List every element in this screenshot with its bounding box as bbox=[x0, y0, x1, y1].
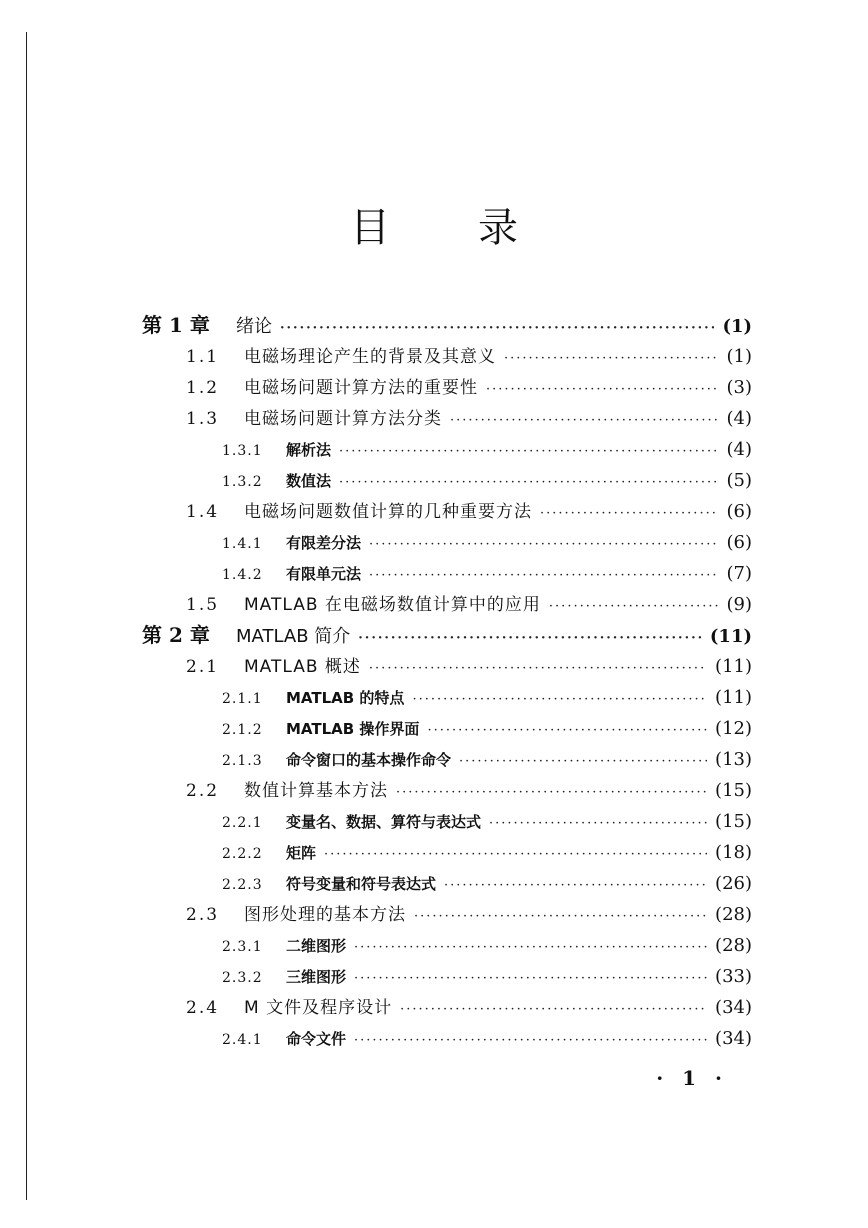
toc-entry-number: 1.4.2 bbox=[222, 567, 263, 583]
toc-entry-title: 绪论 bbox=[236, 316, 272, 337]
toc-entry-title: 命令文件 bbox=[286, 1030, 347, 1048]
toc-leader-dots bbox=[412, 684, 707, 715]
toc-entry-page: (34) bbox=[715, 1028, 752, 1049]
toc-entry bbox=[222, 527, 752, 558]
toc-entry bbox=[222, 558, 752, 589]
toc-leader-dots bbox=[354, 963, 707, 994]
toc-entry bbox=[222, 713, 752, 744]
toc-entry-number: 1.4 bbox=[186, 502, 220, 522]
toc-entry-number: 第 2 章 bbox=[142, 623, 210, 647]
toc-entry-number: 2.3.2 bbox=[222, 970, 263, 986]
toc-entry-number: 1.1 bbox=[186, 347, 220, 367]
toc-leader-dots bbox=[354, 1025, 707, 1056]
toc-entry-number: 2.2.1 bbox=[222, 815, 263, 831]
toc-entry bbox=[222, 930, 752, 961]
toc-entry-title: 电磁场问题计算方法的重要性 bbox=[244, 378, 478, 398]
toc-entry bbox=[186, 992, 752, 1023]
toc-entry-page: (15) bbox=[715, 811, 752, 832]
toc-entry-title: MATLAB 概述 bbox=[244, 657, 361, 677]
toc-entry bbox=[222, 1023, 752, 1054]
toc-entry-page: (15) bbox=[715, 780, 752, 801]
toc-entry-page: (26) bbox=[715, 873, 752, 894]
toc-entry-number: 2.2 bbox=[186, 781, 220, 801]
toc-entry-number: 2.1 bbox=[186, 657, 220, 677]
toc-entry-page: (7) bbox=[726, 563, 752, 584]
toc-leader-dots bbox=[280, 313, 714, 344]
toc-entry bbox=[222, 434, 752, 465]
toc-entry-page: (6) bbox=[726, 501, 752, 522]
toc-entry-page: (28) bbox=[715, 935, 752, 956]
toc-entry-page: (6) bbox=[726, 532, 752, 553]
toc-entry-title: 变量名、数据、算符与表达式 bbox=[286, 813, 482, 831]
toc-leader-dots bbox=[369, 560, 718, 591]
toc-leader-dots bbox=[369, 653, 707, 684]
toc-entry-page: (3) bbox=[726, 377, 752, 398]
toc-entry-title: 电磁场问题数值计算的几种重要方法 bbox=[244, 502, 532, 522]
toc-entry-page: (33) bbox=[715, 966, 752, 987]
toc-leader-dots bbox=[540, 498, 719, 529]
toc-entry bbox=[222, 837, 752, 868]
toc-entry-number: 2.4 bbox=[186, 998, 220, 1018]
toc-entry-page: (5) bbox=[726, 470, 752, 491]
toc-entry-number: 1.3.2 bbox=[222, 474, 263, 490]
toc-entry-number: 1.3 bbox=[186, 409, 220, 429]
toc-entry-number: 2.4.1 bbox=[222, 1032, 263, 1048]
toc-entry-title: 数值计算基本方法 bbox=[244, 781, 388, 801]
toc-entry-page: (1) bbox=[722, 316, 752, 337]
toc-entry-page: (28) bbox=[715, 904, 752, 925]
toc-entry-number: 2.2.3 bbox=[222, 877, 263, 893]
page-number: · 1 · bbox=[656, 1066, 728, 1090]
toc-entry-page: (4) bbox=[726, 439, 752, 460]
toc-leader-dots bbox=[427, 715, 707, 746]
toc-entry bbox=[186, 403, 752, 434]
toc-entry bbox=[222, 682, 752, 713]
toc-leader-dots bbox=[369, 529, 718, 560]
toc-entry-number: 2.1.3 bbox=[222, 753, 263, 769]
toc-leader-dots bbox=[444, 870, 707, 901]
toc-entry-title: MATLAB 的特点 bbox=[286, 689, 405, 707]
toc-entry-title: MATLAB 操作界面 bbox=[286, 720, 420, 738]
toc-entry-title: 命令窗口的基本操作命令 bbox=[286, 751, 452, 769]
toc-entry-title: M 文件及程序设计 bbox=[244, 998, 393, 1018]
page-title: 目录 bbox=[350, 205, 606, 251]
toc-entry-number: 2.2.2 bbox=[222, 846, 263, 862]
toc-entry bbox=[186, 341, 752, 372]
toc-leader-dots bbox=[504, 343, 719, 374]
toc-leader-dots bbox=[354, 932, 707, 963]
toc-leader-dots bbox=[549, 591, 719, 622]
toc-entry-page: (11) bbox=[709, 626, 752, 647]
toc-entry-title: MATLAB 在电磁场数值计算中的应用 bbox=[244, 595, 541, 615]
toc-entry bbox=[222, 868, 752, 899]
toc-entry-page: (1) bbox=[726, 346, 752, 367]
toc-entry bbox=[142, 310, 752, 341]
toc-entry bbox=[186, 496, 752, 527]
toc-leader-dots bbox=[400, 994, 707, 1025]
toc-entry-title: 二维图形 bbox=[286, 937, 347, 955]
toc-entry bbox=[186, 899, 752, 930]
toc-entry-page: (9) bbox=[726, 594, 752, 615]
toc-leader-dots bbox=[450, 405, 719, 436]
toc-entry-number: 1.4.1 bbox=[222, 536, 263, 552]
toc-leader-dots bbox=[489, 808, 707, 839]
toc-entry-title: 有限单元法 bbox=[286, 565, 362, 583]
toc-entry bbox=[222, 806, 752, 837]
toc-entry-page: (18) bbox=[715, 842, 752, 863]
toc-entry bbox=[222, 961, 752, 992]
toc-leader-dots bbox=[358, 623, 702, 654]
toc-entry-number: 2.1.1 bbox=[222, 691, 263, 707]
toc-entry-title: 电磁场问题计算方法分类 bbox=[244, 409, 442, 429]
toc-entry-title: 解析法 bbox=[286, 441, 332, 459]
toc-leader-dots bbox=[339, 467, 718, 498]
toc-leader-dots bbox=[486, 374, 719, 405]
toc-entry-number: 2.1.2 bbox=[222, 722, 263, 738]
toc-entry bbox=[186, 589, 752, 620]
toc-entry-title: 有限差分法 bbox=[286, 534, 362, 552]
toc-leader-dots bbox=[339, 436, 718, 467]
toc-entry-number: 2.3.1 bbox=[222, 939, 263, 955]
toc-entry-page: (34) bbox=[715, 997, 752, 1018]
toc-entry bbox=[186, 775, 752, 806]
toc-entry bbox=[222, 465, 752, 496]
toc-entry-title: 图形处理的基本方法 bbox=[244, 905, 406, 925]
toc-entry bbox=[222, 744, 752, 775]
toc-leader-dots bbox=[414, 901, 707, 932]
toc-entry bbox=[142, 620, 752, 651]
toc-entry-title: 电磁场理论产生的背景及其意义 bbox=[244, 347, 496, 367]
toc-leader-dots bbox=[396, 777, 707, 808]
toc-entry-title: MATLAB 简介 bbox=[236, 626, 351, 647]
toc-leader-dots bbox=[324, 839, 707, 870]
toc-entry-number: 1.5 bbox=[186, 595, 220, 615]
toc-entry-number: 2.3 bbox=[186, 905, 220, 925]
toc-entry-page: (4) bbox=[726, 408, 752, 429]
toc-entry-title: 符号变量和符号表达式 bbox=[286, 875, 437, 893]
toc-entry-page: (11) bbox=[715, 656, 752, 677]
toc-entry-page: (11) bbox=[715, 687, 752, 708]
toc-entry bbox=[186, 372, 752, 403]
toc-entry-page: (13) bbox=[715, 749, 752, 770]
toc-entry-page: (12) bbox=[715, 718, 752, 739]
toc-entry-title: 数值法 bbox=[286, 472, 332, 490]
toc-entry-title: 三维图形 bbox=[286, 968, 347, 986]
toc-entry-title: 矩阵 bbox=[286, 844, 317, 862]
toc-entry-number: 1.2 bbox=[186, 378, 220, 398]
toc-leader-dots bbox=[459, 746, 707, 777]
toc-entry-number: 1.3.1 bbox=[222, 443, 263, 459]
toc-entry bbox=[186, 651, 752, 682]
toc-entry-number: 第 1 章 bbox=[142, 313, 210, 337]
